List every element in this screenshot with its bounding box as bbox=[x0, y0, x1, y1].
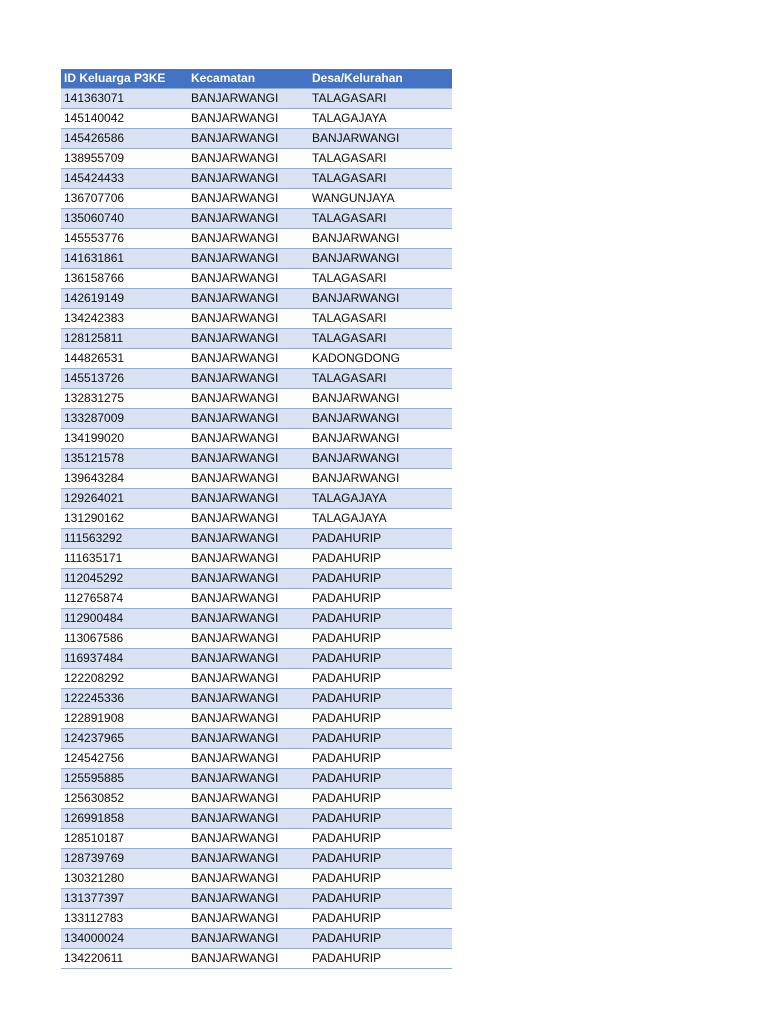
cell-id-keluarga: 145140042 bbox=[61, 109, 188, 129]
table-row bbox=[61, 569, 452, 589]
cell-kecamatan: BANJARWANGI bbox=[188, 169, 309, 189]
cell-kecamatan: BANJARWANGI bbox=[188, 549, 309, 569]
cell-desa-kelurahan: PADAHURIP bbox=[309, 609, 452, 629]
cell-desa-kelurahan: TALAGAJAYA bbox=[309, 509, 452, 529]
cell-id-keluarga: 131290162 bbox=[61, 509, 188, 529]
table-row bbox=[61, 709, 452, 729]
cell-kecamatan: BANJARWANGI bbox=[188, 449, 309, 469]
table-row bbox=[61, 929, 452, 949]
cell-desa-kelurahan: BANJARWANGI bbox=[309, 469, 452, 489]
cell-desa-kelurahan: PADAHURIP bbox=[309, 729, 452, 749]
cell-kecamatan: BANJARWANGI bbox=[188, 689, 309, 709]
cell-desa-kelurahan: PADAHURIP bbox=[309, 849, 452, 869]
table-row bbox=[61, 749, 452, 769]
cell-id-keluarga: 134242383 bbox=[61, 309, 188, 329]
table-row bbox=[61, 529, 452, 549]
cell-desa-kelurahan: TALAGAJAYA bbox=[309, 489, 452, 509]
cell-kecamatan: BANJARWANGI bbox=[188, 349, 309, 369]
cell-desa-kelurahan: PADAHURIP bbox=[309, 769, 452, 789]
header-kecamatan: Kecamatan bbox=[188, 69, 309, 89]
table-row bbox=[61, 869, 452, 889]
cell-kecamatan: BANJARWANGI bbox=[188, 469, 309, 489]
cell-kecamatan: BANJARWANGI bbox=[188, 709, 309, 729]
table-row bbox=[61, 549, 452, 569]
cell-desa-kelurahan: PADAHURIP bbox=[309, 589, 452, 609]
table-row bbox=[61, 129, 452, 149]
cell-id-keluarga: 134199020 bbox=[61, 429, 188, 449]
cell-kecamatan: BANJARWANGI bbox=[188, 649, 309, 669]
cell-id-keluarga: 144826531 bbox=[61, 349, 188, 369]
table-row bbox=[61, 609, 452, 629]
cell-kecamatan: BANJARWANGI bbox=[188, 809, 309, 829]
cell-id-keluarga: 141363071 bbox=[61, 89, 188, 109]
table-row bbox=[61, 509, 452, 529]
cell-id-keluarga: 130321280 bbox=[61, 869, 188, 889]
cell-id-keluarga: 129264021 bbox=[61, 489, 188, 509]
cell-kecamatan: BANJARWANGI bbox=[188, 929, 309, 949]
cell-desa-kelurahan: TALAGASARI bbox=[309, 269, 452, 289]
cell-id-keluarga: 116937484 bbox=[61, 649, 188, 669]
cell-desa-kelurahan: PADAHURIP bbox=[309, 549, 452, 569]
cell-kecamatan: BANJARWANGI bbox=[188, 389, 309, 409]
cell-desa-kelurahan: PADAHURIP bbox=[309, 669, 452, 689]
cell-desa-kelurahan: WANGUNJAYA bbox=[309, 189, 452, 209]
cell-kecamatan: BANJARWANGI bbox=[188, 269, 309, 289]
cell-kecamatan: BANJARWANGI bbox=[188, 829, 309, 849]
cell-desa-kelurahan: PADAHURIP bbox=[309, 649, 452, 669]
table-body bbox=[61, 89, 452, 969]
cell-desa-kelurahan: TALAGASARI bbox=[309, 329, 452, 349]
cell-kecamatan: BANJARWANGI bbox=[188, 529, 309, 549]
cell-kecamatan: BANJARWANGI bbox=[188, 89, 309, 109]
cell-kecamatan: BANJARWANGI bbox=[188, 249, 309, 269]
cell-id-keluarga: 141631861 bbox=[61, 249, 188, 269]
cell-desa-kelurahan: PADAHURIP bbox=[309, 789, 452, 809]
cell-kecamatan: BANJARWANGI bbox=[188, 149, 309, 169]
cell-desa-kelurahan: PADAHURIP bbox=[309, 809, 452, 829]
cell-desa-kelurahan: PADAHURIP bbox=[309, 709, 452, 729]
cell-id-keluarga: 122245336 bbox=[61, 689, 188, 709]
cell-id-keluarga: 128739769 bbox=[61, 849, 188, 869]
cell-desa-kelurahan: PADAHURIP bbox=[309, 569, 452, 589]
cell-id-keluarga: 139643284 bbox=[61, 469, 188, 489]
cell-kecamatan: BANJARWANGI bbox=[188, 329, 309, 349]
table-row bbox=[61, 329, 452, 349]
cell-kecamatan: BANJARWANGI bbox=[188, 489, 309, 509]
cell-desa-kelurahan: TALAGAJAYA bbox=[309, 109, 452, 129]
table-row bbox=[61, 89, 452, 109]
cell-id-keluarga: 131377397 bbox=[61, 889, 188, 909]
cell-kecamatan: BANJARWANGI bbox=[188, 849, 309, 869]
table-row bbox=[61, 809, 452, 829]
cell-kecamatan: BANJARWANGI bbox=[188, 569, 309, 589]
table-row bbox=[61, 489, 452, 509]
cell-kecamatan: BANJARWANGI bbox=[188, 769, 309, 789]
cell-kecamatan: BANJARWANGI bbox=[188, 189, 309, 209]
cell-id-keluarga: 135060740 bbox=[61, 209, 188, 229]
cell-kecamatan: BANJARWANGI bbox=[188, 869, 309, 889]
cell-desa-kelurahan: BANJARWANGI bbox=[309, 129, 452, 149]
cell-id-keluarga: 135121578 bbox=[61, 449, 188, 469]
cell-kecamatan: BANJARWANGI bbox=[188, 629, 309, 649]
cell-id-keluarga: 142619149 bbox=[61, 289, 188, 309]
cell-kecamatan: BANJARWANGI bbox=[188, 669, 309, 689]
cell-desa-kelurahan: PADAHURIP bbox=[309, 889, 452, 909]
cell-kecamatan: BANJARWANGI bbox=[188, 209, 309, 229]
cell-desa-kelurahan: PADAHURIP bbox=[309, 869, 452, 889]
table-row bbox=[61, 829, 452, 849]
table-row bbox=[61, 249, 452, 269]
cell-id-keluarga: 111563292 bbox=[61, 529, 188, 549]
cell-desa-kelurahan: PADAHURIP bbox=[309, 689, 452, 709]
table-row bbox=[61, 169, 452, 189]
cell-kecamatan: BANJARWANGI bbox=[188, 409, 309, 429]
cell-id-keluarga: 122208292 bbox=[61, 669, 188, 689]
cell-desa-kelurahan: PADAHURIP bbox=[309, 829, 452, 849]
cell-kecamatan: BANJARWANGI bbox=[188, 289, 309, 309]
cell-desa-kelurahan: TALAGASARI bbox=[309, 309, 452, 329]
cell-desa-kelurahan: BANJARWANGI bbox=[309, 429, 452, 449]
cell-desa-kelurahan: BANJARWANGI bbox=[309, 229, 452, 249]
cell-id-keluarga: 145513726 bbox=[61, 369, 188, 389]
cell-id-keluarga: 111635171 bbox=[61, 549, 188, 569]
cell-desa-kelurahan: TALAGASARI bbox=[309, 89, 452, 109]
table-row bbox=[61, 209, 452, 229]
cell-kecamatan: BANJARWANGI bbox=[188, 949, 309, 969]
cell-id-keluarga: 125595885 bbox=[61, 769, 188, 789]
cell-id-keluarga: 112765874 bbox=[61, 589, 188, 609]
table-row bbox=[61, 629, 452, 649]
cell-kecamatan: BANJARWANGI bbox=[188, 509, 309, 529]
cell-desa-kelurahan: BANJARWANGI bbox=[309, 449, 452, 469]
table-row bbox=[61, 449, 452, 469]
cell-desa-kelurahan: PADAHURIP bbox=[309, 749, 452, 769]
cell-kecamatan: BANJARWANGI bbox=[188, 369, 309, 389]
table-row bbox=[61, 229, 452, 249]
table-row bbox=[61, 189, 452, 209]
header-row bbox=[61, 69, 452, 89]
cell-kecamatan: BANJARWANGI bbox=[188, 909, 309, 929]
cell-id-keluarga: 133112783 bbox=[61, 909, 188, 929]
cell-desa-kelurahan: BANJARWANGI bbox=[309, 289, 452, 309]
cell-kecamatan: BANJARWANGI bbox=[188, 429, 309, 449]
cell-kecamatan: BANJARWANGI bbox=[188, 889, 309, 909]
cell-desa-kelurahan: PADAHURIP bbox=[309, 529, 452, 549]
table-row bbox=[61, 149, 452, 169]
cell-id-keluarga: 133287009 bbox=[61, 409, 188, 429]
table-row bbox=[61, 369, 452, 389]
cell-id-keluarga: 122891908 bbox=[61, 709, 188, 729]
table-row bbox=[61, 309, 452, 329]
cell-kecamatan: BANJARWANGI bbox=[188, 729, 309, 749]
header-id-keluarga: ID Keluarga P3KE bbox=[61, 69, 188, 89]
cell-id-keluarga: 134000024 bbox=[61, 929, 188, 949]
cell-id-keluarga: 136158766 bbox=[61, 269, 188, 289]
cell-id-keluarga: 126991858 bbox=[61, 809, 188, 829]
cell-kecamatan: BANJARWANGI bbox=[188, 789, 309, 809]
table-row bbox=[61, 849, 452, 869]
cell-kecamatan: BANJARWANGI bbox=[188, 129, 309, 149]
table-row bbox=[61, 949, 452, 969]
cell-id-keluarga: 113067586 bbox=[61, 629, 188, 649]
cell-desa-kelurahan: BANJARWANGI bbox=[309, 249, 452, 269]
cell-desa-kelurahan: PADAHURIP bbox=[309, 929, 452, 949]
cell-id-keluarga: 145553776 bbox=[61, 229, 188, 249]
table-row bbox=[61, 769, 452, 789]
cell-id-keluarga: 112900484 bbox=[61, 609, 188, 629]
cell-desa-kelurahan: PADAHURIP bbox=[309, 629, 452, 649]
table-row bbox=[61, 689, 452, 709]
cell-id-keluarga: 145424433 bbox=[61, 169, 188, 189]
table-row bbox=[61, 909, 452, 929]
cell-kecamatan: BANJARWANGI bbox=[188, 229, 309, 249]
cell-desa-kelurahan: PADAHURIP bbox=[309, 909, 452, 929]
cell-desa-kelurahan: KADONGDONG bbox=[309, 349, 452, 369]
cell-id-keluarga: 138955709 bbox=[61, 149, 188, 169]
p3ke-data-table bbox=[61, 69, 452, 969]
cell-id-keluarga: 132831275 bbox=[61, 389, 188, 409]
cell-kecamatan: BANJARWANGI bbox=[188, 309, 309, 329]
cell-desa-kelurahan: BANJARWANGI bbox=[309, 389, 452, 409]
table-row bbox=[61, 589, 452, 609]
table-row bbox=[61, 109, 452, 129]
cell-desa-kelurahan: BANJARWANGI bbox=[309, 409, 452, 429]
table-row bbox=[61, 349, 452, 369]
cell-id-keluarga: 128510187 bbox=[61, 829, 188, 849]
table-row bbox=[61, 289, 452, 309]
cell-kecamatan: BANJARWANGI bbox=[188, 749, 309, 769]
cell-desa-kelurahan: PADAHURIP bbox=[309, 949, 452, 969]
cell-desa-kelurahan: TALAGASARI bbox=[309, 369, 452, 389]
cell-id-keluarga: 136707706 bbox=[61, 189, 188, 209]
cell-id-keluarga: 124542756 bbox=[61, 749, 188, 769]
cell-kecamatan: BANJARWANGI bbox=[188, 609, 309, 629]
cell-desa-kelurahan: TALAGASARI bbox=[309, 169, 452, 189]
table-row bbox=[61, 789, 452, 809]
table-row bbox=[61, 429, 452, 449]
table-row bbox=[61, 389, 452, 409]
cell-desa-kelurahan: TALAGASARI bbox=[309, 149, 452, 169]
cell-desa-kelurahan: TALAGASARI bbox=[309, 209, 452, 229]
cell-id-keluarga: 112045292 bbox=[61, 569, 188, 589]
cell-id-keluarga: 124237965 bbox=[61, 729, 188, 749]
cell-id-keluarga: 125630852 bbox=[61, 789, 188, 809]
table-row bbox=[61, 649, 452, 669]
table-header bbox=[61, 69, 452, 89]
header-desa-kelurahan: Desa/Kelurahan bbox=[309, 69, 452, 89]
cell-kecamatan: BANJARWANGI bbox=[188, 589, 309, 609]
table-row bbox=[61, 669, 452, 689]
table-row bbox=[61, 469, 452, 489]
cell-kecamatan: BANJARWANGI bbox=[188, 109, 309, 129]
table-row bbox=[61, 729, 452, 749]
table-row bbox=[61, 269, 452, 289]
table-row bbox=[61, 889, 452, 909]
cell-id-keluarga: 128125811 bbox=[61, 329, 188, 349]
table-row bbox=[61, 409, 452, 429]
cell-id-keluarga: 145426586 bbox=[61, 129, 188, 149]
cell-id-keluarga: 134220611 bbox=[61, 949, 188, 969]
